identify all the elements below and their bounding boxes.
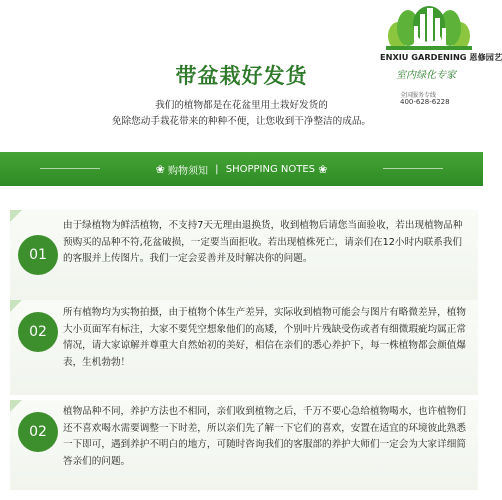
corner-decoration: [10, 400, 22, 412]
notice-text: 所有植物均为实物拍摄，由于植物个体生产差异，实际收到植物可能会与图片有略微差异，植物大小页面军有标注，大家不要凭空想象他们的高矮，个别叶片残缺受伤或者有细微瑕疵均属正常情况，请大家谅解并尊重大自然始初的美好，相信在亲们的悉心养护下，每一株植物都会颜值爆表，生机勃勃！: [63, 307, 466, 368]
notice-text: 由于绿植物为鲜活植物，不支持7天无理由退换货，收到植物后请您当面验收，若出现植物品种预购买的品种不符,花盆破损，一定要当面拒收。若出现植株死亡，请亲们在12小时内联系我们的客服并上传图片。我们一定会妥善并及时解决你的问题。: [63, 220, 463, 264]
number-badge: 02: [18, 412, 58, 452]
notice-item: [10, 300, 478, 395]
notice-item: [10, 210, 478, 300]
leaf-icon: ❀: [318, 163, 328, 176]
brand-slogan: 室内绿化专家: [396, 70, 456, 81]
page-title: 带盆栽好发货: [175, 64, 308, 88]
notes-separator: |: [215, 164, 219, 175]
brand-logo[interactable]: [380, 6, 502, 106]
intro-line-2: 免除您动手栽花带来的种种不便，让您收到干净整洁的成品。: [111, 116, 372, 127]
hotline-number: 400-628-6228: [400, 98, 450, 106]
shopping-notes-bar: [0, 152, 483, 186]
shopping-notes-heading: [0, 162, 483, 177]
header-area: [0, 0, 502, 152]
hotline-label: 全国服务专线: [400, 92, 437, 99]
notes-label-en: SHOPPING NOTES: [225, 164, 316, 175]
leaf-icon: ❀: [155, 163, 165, 176]
corner-decoration: [10, 300, 22, 312]
number-badge: 02: [18, 312, 58, 352]
notice-item: [10, 400, 478, 490]
corner-decoration: [10, 210, 22, 222]
brand-name: ENXIU GARDENING 恩修园艺: [380, 52, 502, 62]
intro-line-1: 我们的植物都是在花盆里用土栽好发货的: [155, 100, 328, 111]
city-skyline-logo-icon: [386, 6, 472, 52]
notice-text: 植物品种不同，养护方法也不相同，亲们收到植物之后，千万不要心急给植物喝水，也许植物们还不喜欢喝水需要调整一下时差，所以亲们先了解一下它们的喜欢，安置在适宜的环境彼此熟悉一下即可，遇到养护不明白的地方，可随时咨询我们的客服部的养护大师们一定会为大家详细简答亲们的问题。: [63, 406, 466, 467]
notes-label-cn: 购物须知: [167, 166, 208, 177]
number-badge: 01: [18, 235, 58, 275]
